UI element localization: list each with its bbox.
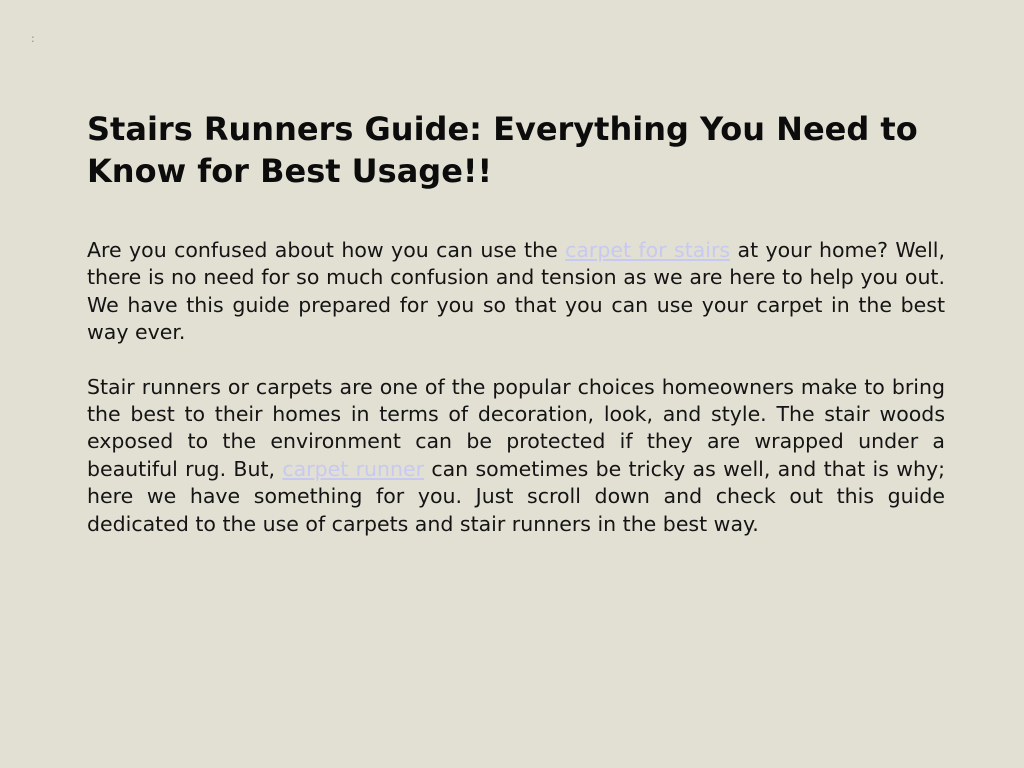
corner-mark: :	[31, 32, 35, 45]
intro-text-after: at your home? Well, there is no need for so much confusion and tension as we are here to help you out. We have this guide prepared for you so that you can use your carpet in the best way ever.	[87, 238, 945, 345]
page-title: Stairs Runners Guide: Everything You Need to Know for Best Usage!!	[87, 110, 918, 190]
body-text-before: Stair runners or carpets are one of the popular choices homeowners make to bring the best to their homes in terms of decoration, look, and style. The stair woods exposed to the environment can be protected if they are wrapped under a beautiful rug. But,	[87, 374, 945, 481]
slide-content	[87, 108, 945, 538]
intro-paragraph	[87, 237, 945, 347]
carpet-for-stairs-link[interactable]: carpet for stairs	[565, 238, 731, 262]
body-text-after: can sometimes be tricky as well, and that is why; here we have something for you. Just scroll down and check out this guide dedicated to the use of carpets and stair runners in the best way.	[87, 456, 945, 536]
body-paragraph	[87, 374, 945, 538]
intro-text-before: Are you confused about how you can use the	[87, 238, 566, 262]
carpet-runner-link[interactable]: carpet runner	[282, 456, 425, 481]
